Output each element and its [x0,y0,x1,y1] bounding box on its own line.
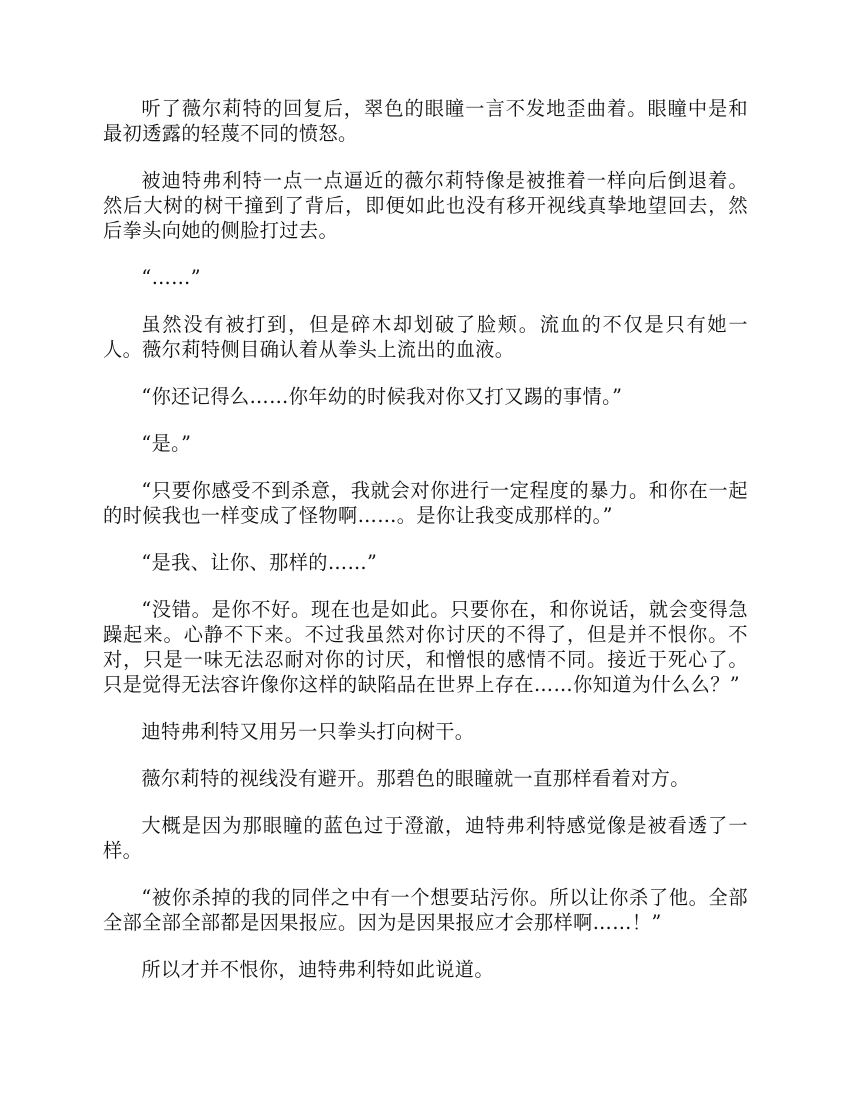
paragraph: “没错。是你不好。现在也是如此。只要你在，和你说话，就会变得急躁起来。心静不下来。不过我虽然对你讨厌的不得了，但是并不恨你。不对，只是一味无法忍耐对你的讨厌，和憎恨的感情不同。接近于死心了。只是觉得无法容许像你这样的缺陷品在世界上存在……你知道为什么么？” [103,598,748,696]
document-body [103,96,748,982]
paragraph: “只要你感受不到杀意，我就会对你进行一定程度的暴力。和你在一起的时候我也一样变成了怪物啊……。是你让我变成那样的。” [103,479,748,527]
paragraph: “是我、让你、那样的……” [141,551,378,574]
paragraph: 虽然没有被打到，但是碎木却划破了脸颊。流血的不仅是只有她一人。薇尔莉特侧目确认着从拳头上流出的血液。 [103,313,748,361]
paragraph: “被你杀掉的我的同伴之中有一个想要玷污你。所以让你杀了他。全部全部全部全部都是因果报应。因为是因果报应才会那样啊……！” [103,886,748,934]
paragraph: 所以才并不恨你，迪特弗利特如此说道。 [141,958,494,981]
paragraph: 迪特弗利特又用另一只拳头打向树干。 [141,720,475,743]
paragraph: 大概是因为那眼瞳的蓝色过于澄澈，迪特弗利特感觉像是被看透了一样。 [103,814,748,862]
paragraph: “是。” [141,432,192,455]
paragraph: “你还记得么……你年幼的时候我对你又打又踢的事情。” [141,385,623,408]
paragraph: 被迪特弗利特一点一点逼近的薇尔莉特像是被推着一样向后倒退着。然后大树的树干撞到了背后，即便如此也没有移开视线真挚地望回去，然后拳头向她的侧脸打过去。 [103,169,748,242]
paragraph: 听了薇尔莉特的回复后，翠色的眼瞳一言不发地歪曲着。眼瞳中是和最初透露的轻蔑不同的愤怒。 [103,97,748,145]
paragraph: “……” [141,266,201,289]
paragraph: 薇尔莉特的视线没有避开。那碧色的眼瞳就一直那样看着对方。 [141,767,690,790]
